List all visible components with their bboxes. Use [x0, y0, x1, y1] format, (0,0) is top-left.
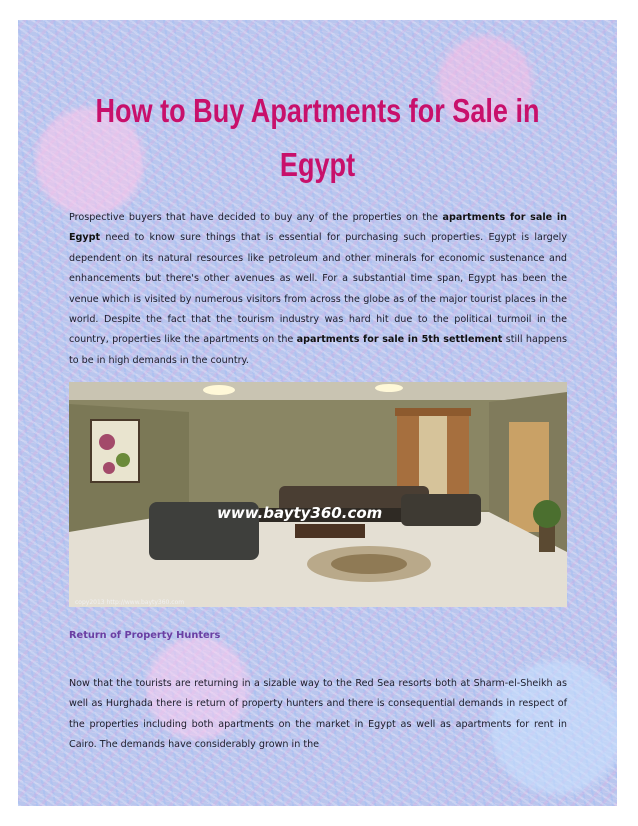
section-heading: Return of Property Hunters	[69, 630, 221, 641]
intro-paragraph	[69, 208, 567, 371]
image-caption: copy2013 http://www.bayty360.com	[75, 599, 185, 606]
title-line-1: How to Buy Apartments for Sale in	[95, 92, 540, 129]
watermark-text: www.bayty360.com	[217, 504, 383, 522]
apartments-for-sale-in-egypt-link: apartments for sale in Egypt	[69, 212, 567, 244]
apartments-for-sale-5th-settlement-link: apartments for sale in 5th settlement	[296, 334, 503, 346]
title-line-2: Egypt	[279, 146, 356, 183]
apartment-interior-photo	[69, 382, 567, 607]
intro-text-2: need to know sure things that is essential for purchasing such properties. Egypt is largely dependent on its natural resources like petroleum and other minerals for economic sustenance and enhancements but there's other avenues as well. For a substantial time span, Egypt has been the venue which is visited by numerous visitors from across the globe as of the major tourist places in the world. Despite the fact that the tourism industry was hard hit due to the political turmoil in the country, properties like the apartments on the	[69, 232, 567, 346]
intro-text-3: still happens to be in high demands in the country.	[69, 334, 567, 366]
document-page	[18, 20, 617, 806]
section-paragraph: Now that the tourists are returning in a sizable way to the Red Sea resorts both at Sharm-el-Sheikh as well as Hurghada there is return of property hunters and there is consequential demands in respect of the properties including both apartments on the market in Egypt as well as apartments for rent in Cairo. The demands have considerably grown in the	[69, 678, 567, 751]
intro-text-1: Prospective buyers that have decided to buy any of the properties on the	[69, 212, 443, 223]
document-title	[72, 84, 563, 192]
